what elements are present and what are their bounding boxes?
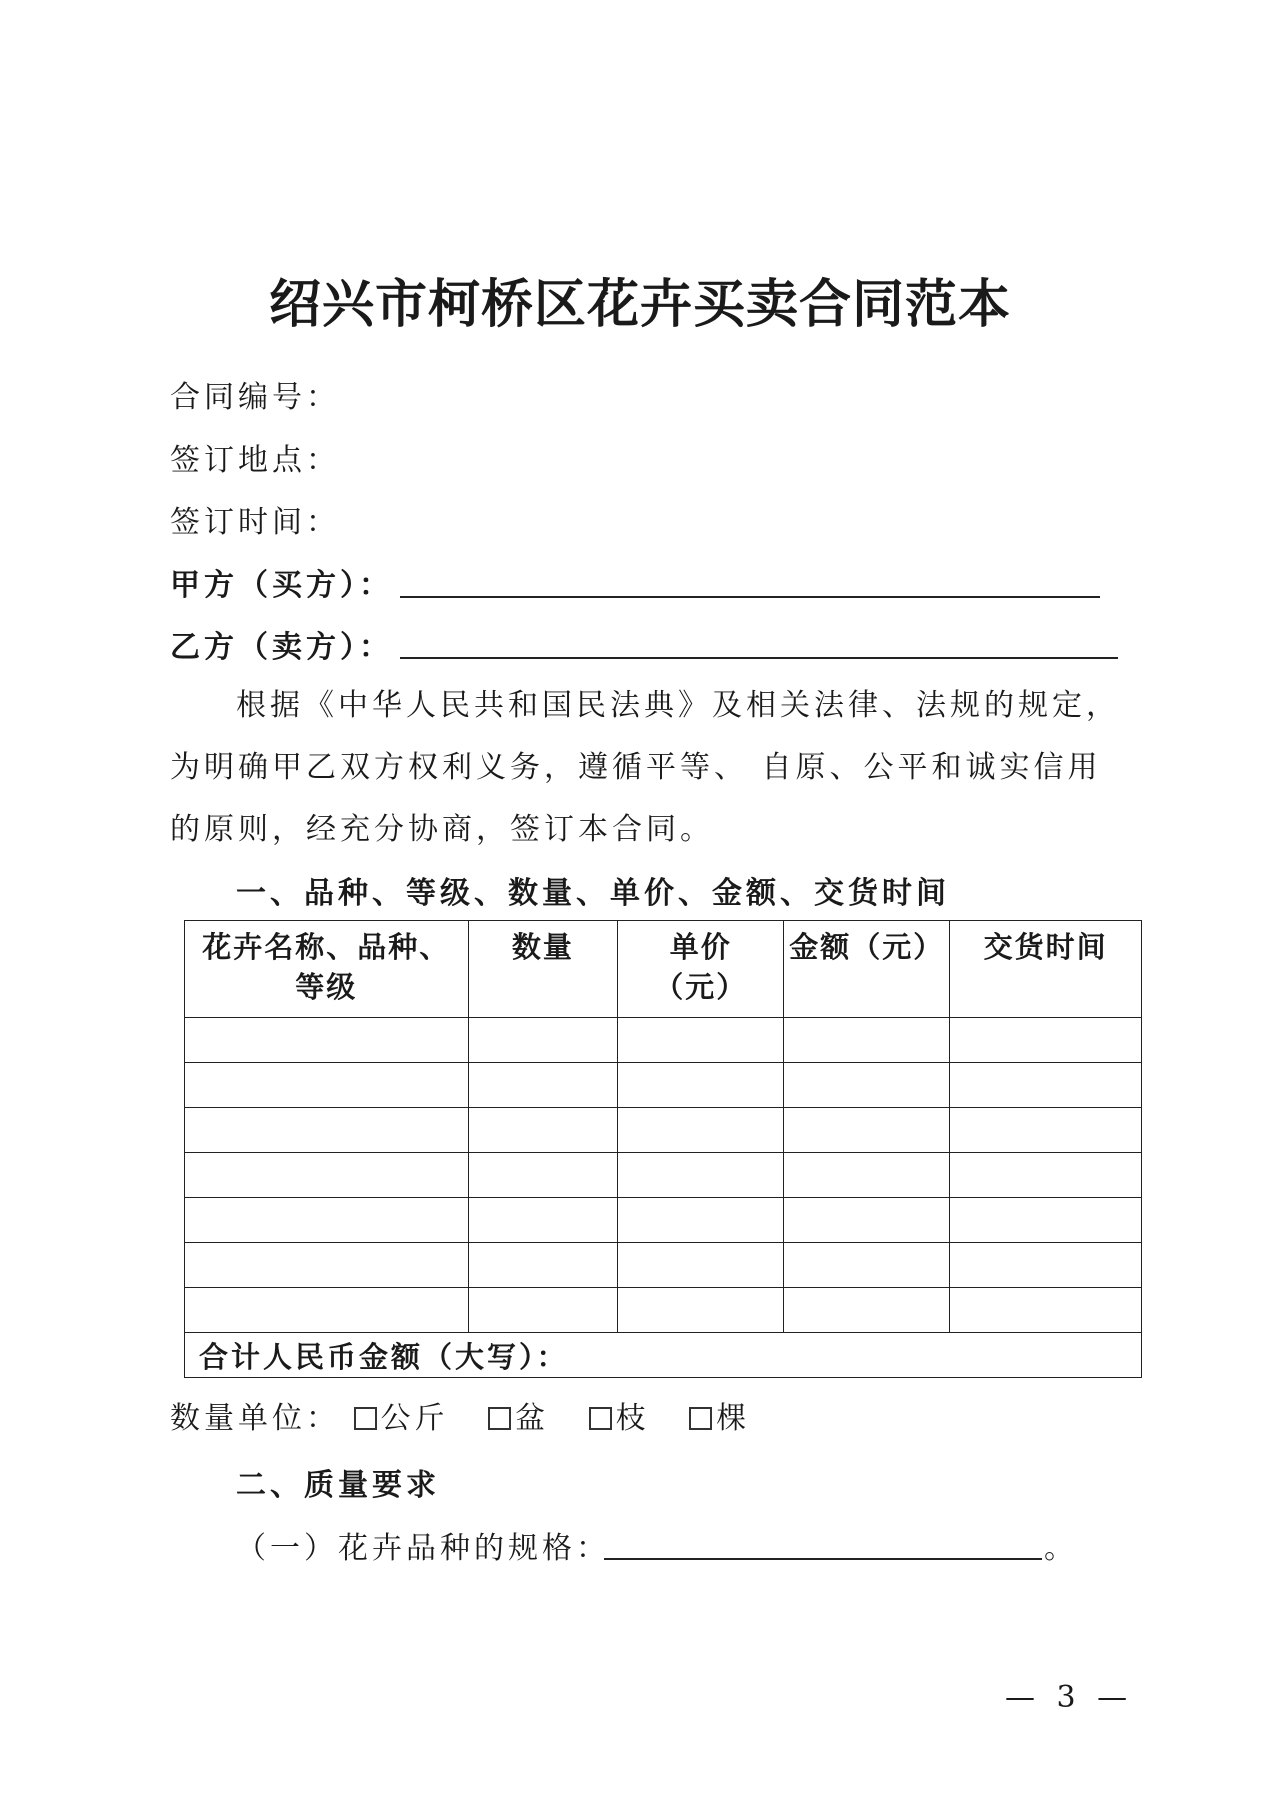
cell[interactable] [185, 1018, 469, 1063]
spec-item-label: （一）花卉品种的规格： [236, 1531, 610, 1566]
sign-time-label: 签订时间： [170, 505, 340, 540]
table-header-row [185, 921, 1142, 1018]
cell[interactable] [950, 1198, 1142, 1243]
cell[interactable] [950, 1243, 1142, 1288]
table-row[interactable] [185, 1288, 1142, 1333]
table-row[interactable] [185, 1018, 1142, 1063]
contract-number-label: 合同编号： [170, 380, 340, 415]
total-row [185, 1333, 1142, 1378]
table-row[interactable] [185, 1153, 1142, 1198]
table-row[interactable] [185, 1063, 1142, 1108]
cell[interactable] [618, 1108, 784, 1153]
cell[interactable] [618, 1288, 784, 1333]
header-delivery-time: 交货时间 [950, 921, 1142, 1018]
cell[interactable] [468, 1243, 618, 1288]
cell[interactable] [618, 1243, 784, 1288]
cell[interactable] [950, 1153, 1142, 1198]
cell[interactable] [185, 1198, 469, 1243]
unit-option-stem[interactable]: 枝 [589, 1401, 650, 1436]
cell[interactable] [784, 1243, 950, 1288]
cell[interactable] [468, 1198, 618, 1243]
cell[interactable] [784, 1153, 950, 1198]
checkbox-icon[interactable] [488, 1407, 511, 1430]
page-number: — 3 — [1005, 1680, 1134, 1715]
cell[interactable] [618, 1198, 784, 1243]
cell[interactable] [185, 1288, 469, 1333]
cell[interactable] [618, 1153, 784, 1198]
table-row[interactable] [185, 1108, 1142, 1153]
cell[interactable] [468, 1108, 618, 1153]
section1-heading: 一、品种、等级、数量、单价、金额、交货时间 [236, 876, 950, 911]
cell[interactable] [468, 1063, 618, 1108]
header-unit-price: 单价（元） [618, 921, 784, 1018]
sign-place-label: 签订地点： [170, 443, 340, 478]
cell[interactable] [784, 1288, 950, 1333]
header-amount: 金额（元） [784, 921, 950, 1018]
buyer-fill-line[interactable] [400, 596, 1100, 598]
cell[interactable] [618, 1018, 784, 1063]
document-title: 绍兴市柯桥区花卉买卖合同范本 [268, 275, 1011, 335]
checkbox-icon[interactable] [589, 1407, 612, 1430]
cell[interactable] [468, 1018, 618, 1063]
quantity-unit-label: 数量单位： [170, 1401, 340, 1436]
cell[interactable] [185, 1243, 469, 1288]
cell[interactable] [950, 1108, 1142, 1153]
total-amount-label[interactable]: 合计人民币金额（大写）： [185, 1333, 1142, 1378]
cell[interactable] [185, 1108, 469, 1153]
cell[interactable] [784, 1198, 950, 1243]
table-row[interactable] [185, 1198, 1142, 1243]
cell[interactable] [185, 1063, 469, 1108]
checkbox-icon[interactable] [354, 1407, 377, 1430]
cell[interactable] [950, 1018, 1142, 1063]
goods-table [184, 920, 1142, 1378]
cell[interactable] [468, 1153, 618, 1198]
cell[interactable] [618, 1063, 784, 1108]
table-row[interactable] [185, 1243, 1142, 1288]
section2-heading: 二、质量要求 [236, 1468, 440, 1503]
cell[interactable] [185, 1153, 469, 1198]
checkbox-icon[interactable] [689, 1407, 712, 1430]
unit-option-kg[interactable]: 公斤 [354, 1401, 449, 1436]
cell[interactable] [950, 1063, 1142, 1108]
intro-paragraph: 根据《中华人民共和国民法典》及相关法律、法规的规定，为明确甲乙双方权利义务，遵循平等、 自原、公平和诚实信用的原则，经充分协商，签订本合同。 [170, 688, 1120, 847]
seller-label: 乙方（卖方）： [170, 630, 393, 665]
unit-option-pot[interactable]: 盆 [488, 1401, 549, 1436]
cell[interactable] [784, 1108, 950, 1153]
unit-option-plant[interactable]: 棵 [689, 1401, 750, 1436]
seller-fill-line[interactable] [400, 657, 1118, 659]
spec-fill-line[interactable] [604, 1558, 1042, 1560]
header-quantity: 数量 [468, 921, 618, 1018]
cell[interactable] [784, 1018, 950, 1063]
cell[interactable] [950, 1288, 1142, 1333]
cell[interactable] [468, 1288, 618, 1333]
buyer-label: 甲方（买方）： [170, 568, 393, 603]
quantity-unit-line [170, 1393, 776, 1437]
cell[interactable] [784, 1063, 950, 1108]
header-name-variety: 花卉名称、品种、等级 [185, 921, 469, 1018]
spec-item-end: 。 [1044, 1531, 1078, 1566]
